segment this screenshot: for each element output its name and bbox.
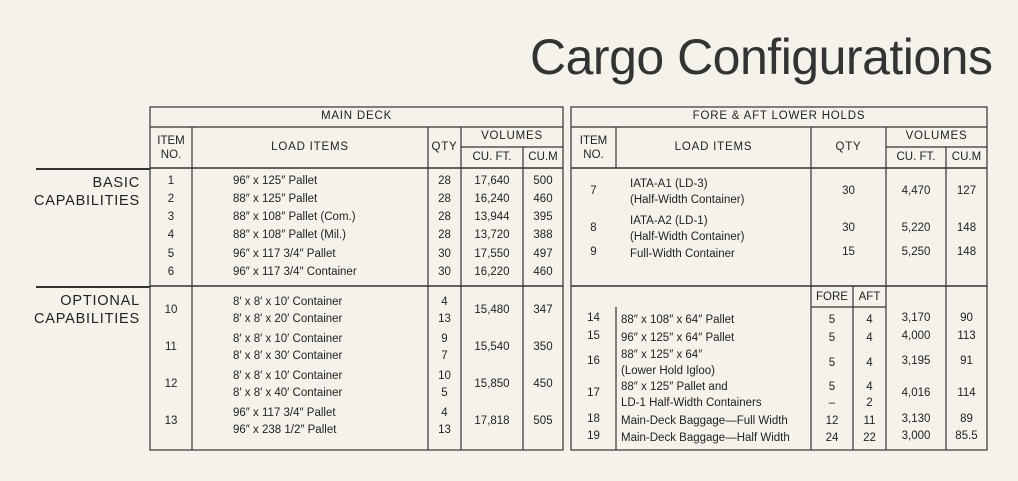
md-qty: 13	[438, 424, 451, 436]
lh-fore: 5	[828, 357, 836, 369]
main-deck-header-qty: QTY	[431, 141, 458, 153]
md-cu-ft: 15,850	[474, 378, 510, 390]
main-deck-header-cu-ft: CU. FT.	[472, 151, 512, 163]
md-load-item: 96″ x 117 3/4″ Container	[233, 266, 357, 278]
md-load-item: 96″ x 125″ Pallet	[233, 175, 318, 187]
md-item-no: 10	[164, 304, 178, 316]
page-title: Cargo Configurations	[530, 29, 993, 85]
md-cu-ft: 13,944	[474, 211, 510, 223]
md-item-no: 13	[164, 415, 178, 427]
lower-holds-title: FORE & AFT LOWER HOLDS	[692, 110, 866, 122]
lh-fore: 5	[828, 314, 836, 326]
main-deck-header-load-items: LOAD ITEMS	[271, 141, 349, 153]
lh-load-item: 88″ x 108″ x 64″ Pallet	[621, 314, 735, 326]
md-load-item: 8′ x 8′ x 10′ Container	[233, 333, 343, 345]
lh-cu-ft: 3,000	[901, 430, 931, 442]
md-load-item: 8′ x 8′ x 10′ Container	[233, 370, 343, 382]
md-qty: 28	[438, 175, 451, 187]
md-load-item: 88″ x 108″ Pallet (Com.)	[233, 211, 356, 223]
lh-cu-ft: 5,250	[901, 246, 931, 258]
lh-load-item: 96″ x 125″ x 64″ Pallet	[621, 332, 735, 344]
lh-item-no: 18	[587, 413, 600, 425]
lh-load-item: Main-Deck Baggage—Full Width	[621, 415, 788, 427]
md-qty: 28	[438, 193, 451, 205]
lower-holds-header-qty: QTY	[835, 141, 862, 153]
lh-cu-ft: 3,195	[901, 355, 931, 367]
md-load-item: 96″ x 117 3/4″ Pallet	[233, 407, 336, 419]
md-qty: 28	[438, 229, 451, 241]
lh-aft: 22	[863, 432, 876, 444]
lh-load-item: Full-Width Container	[630, 248, 735, 260]
md-qty: 10	[438, 370, 451, 382]
md-load-item: 96″ x 238 1/2″ Pallet	[233, 424, 337, 436]
md-load-item: 88″ x 125″ Pallet	[233, 193, 318, 205]
lh-aft: 11	[863, 415, 876, 427]
lower-holds-header-load-items: LOAD ITEMS	[674, 141, 753, 153]
lh-item-no: 17	[587, 387, 600, 399]
main-deck-header-volumes: VOLUMES	[481, 130, 543, 142]
md-item-no: 11	[165, 341, 177, 353]
lh-aft: 4	[866, 314, 873, 326]
lh-cu-m: 148	[956, 222, 977, 234]
lh-item-no: 7	[590, 185, 597, 197]
md-cu-ft: 16,240	[474, 193, 510, 205]
md-cu-ft: 13,720	[474, 229, 510, 241]
md-cu-m: 497	[533, 248, 553, 260]
md-cu-m: 450	[533, 378, 553, 390]
lh-cu-m: 91	[960, 355, 973, 367]
md-load-item: 8′ x 8′ x 30′ Container	[233, 350, 343, 362]
lh-aft: 4	[866, 357, 873, 369]
md-cu-m: 460	[533, 193, 553, 205]
md-item-no: 1	[167, 175, 175, 187]
md-qty: 5	[441, 387, 448, 399]
md-cu-ft: 15,480	[474, 304, 510, 316]
lh-item-no: 16	[587, 355, 600, 367]
lh-cu-ft: 5,220	[901, 222, 931, 234]
md-qty: 13	[438, 313, 451, 325]
md-cu-ft: 17,640	[474, 175, 510, 187]
md-load-item: 88″ x 108″ Pallet (Mil.)	[233, 229, 346, 241]
lh-cu-ft: 3,130	[901, 413, 931, 425]
md-cu-m: 395	[533, 211, 553, 223]
lh-cu-m: 113	[957, 330, 976, 342]
md-cu-m: 505	[533, 415, 553, 427]
lh-item-no: 19	[587, 430, 600, 442]
md-load-item: 8′ x 8′ x 40′ Container	[233, 387, 343, 399]
md-cu-m: 460	[533, 266, 553, 278]
main-deck-header-item-no: ITEM NO.	[157, 135, 185, 161]
lh-load-item: Main-Deck Baggage—Half Width	[621, 432, 790, 444]
md-qty: 9	[441, 333, 448, 345]
md-qty: 7	[441, 350, 448, 362]
md-item-no: 3	[167, 211, 175, 223]
lh-qty: 15	[842, 246, 855, 258]
lh-cu-m: 148	[956, 246, 977, 258]
lower-holds-header-volumes: VOLUMES	[905, 130, 968, 142]
md-qty: 4	[441, 407, 448, 419]
lh-item-no: 14	[587, 312, 600, 324]
lh-qty: 30	[842, 185, 855, 197]
lh-aft: 4	[866, 332, 873, 344]
lower-holds-header-item-no: ITEM NO.	[579, 135, 608, 161]
md-item-no: 12	[164, 378, 178, 390]
md-load-item: 96″ x 117 3/4″ Pallet	[233, 248, 336, 260]
lh-item-no: 15	[587, 330, 600, 342]
lower-holds-header-aft: AFT	[858, 291, 881, 303]
lh-load-item: 88″ x 125″ x 64″ (Lower Hold Igloo)	[621, 349, 715, 377]
md-cu-m: 388	[533, 229, 553, 241]
main-deck-title: MAIN DECK	[320, 110, 393, 122]
lh-cu-ft: 4,016	[901, 387, 931, 399]
main-deck-header-cu-m: CU.M	[528, 151, 558, 163]
lh-cu-m: 90	[960, 312, 973, 324]
lh-load-item: IATA-A1 (LD-3) (Half-Width Container)	[630, 178, 745, 206]
md-load-item: 8′ x 8′ x 10′ Container	[233, 296, 343, 308]
lower-holds-header-cu-m: CU.M	[951, 151, 982, 163]
md-item-no: 4	[167, 229, 175, 241]
md-qty: 30	[438, 248, 451, 260]
lh-item-no: 8	[590, 222, 597, 234]
lh-fore: 5 –	[828, 381, 836, 409]
md-cu-m: 347	[533, 304, 553, 316]
md-item-no: 2	[167, 193, 175, 205]
lh-cu-m: 85.5	[955, 430, 978, 442]
lh-cu-ft: 4,470	[901, 185, 931, 197]
lh-aft: 4 2	[866, 381, 873, 409]
md-cu-ft: 17,818	[474, 415, 510, 427]
lh-cu-ft: 4,000	[901, 330, 931, 342]
lh-fore: 5	[828, 332, 836, 344]
md-cu-ft: 16,220	[474, 266, 510, 278]
lh-fore: 12	[825, 415, 839, 427]
md-qty: 28	[438, 211, 451, 223]
md-item-no: 5	[167, 248, 175, 260]
section-label-basic: BASIC CAPABILITIES	[33, 175, 140, 209]
md-load-item: 8′ x 8′ x 20′ Container	[233, 313, 343, 325]
md-cu-ft: 15,540	[474, 341, 510, 353]
lh-cu-m: 127	[956, 185, 977, 197]
md-item-no: 6	[167, 266, 175, 278]
lower-holds-header-cu-ft: CU. FT.	[896, 151, 936, 163]
lower-holds-header-fore: FORE	[816, 291, 848, 303]
lh-load-item: IATA-A2 (LD-1) (Half-Width Container)	[630, 215, 745, 243]
md-cu-m: 350	[533, 341, 553, 353]
lh-fore: 24	[825, 432, 839, 444]
lh-cu-m: 89	[960, 413, 973, 425]
lh-load-item: 88″ x 125″ Pallet and LD-1 Half-Width Containers	[621, 381, 762, 409]
md-qty: 4	[441, 296, 448, 308]
md-cu-m: 500	[533, 175, 553, 187]
lh-item-no: 9	[590, 246, 597, 258]
md-qty: 30	[438, 266, 451, 278]
section-label-optional: OPTIONAL CAPABILITIES	[33, 293, 140, 327]
lh-cu-m: 114	[957, 387, 976, 399]
md-cu-ft: 17,550	[474, 248, 510, 260]
lh-qty: 30	[842, 222, 855, 234]
lh-cu-ft: 3,170	[901, 312, 931, 324]
